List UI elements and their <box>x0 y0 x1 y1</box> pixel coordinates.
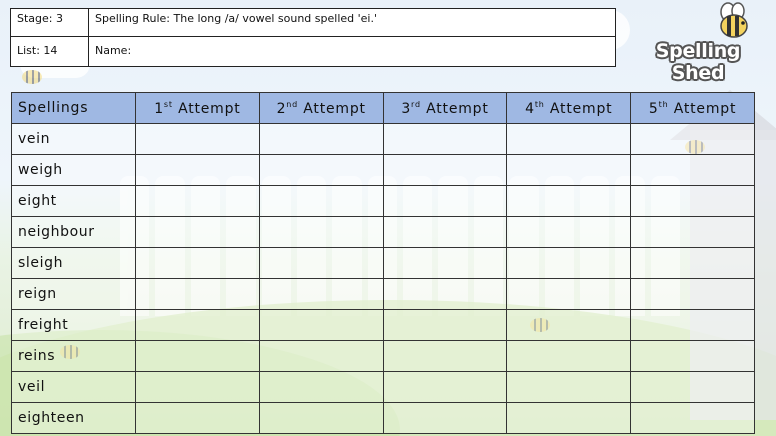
attempt-cell[interactable] <box>383 372 507 403</box>
attempt-number: 4 <box>525 100 535 117</box>
attempt-cell[interactable] <box>507 248 631 279</box>
attempt-cell[interactable] <box>259 372 383 403</box>
attempt-cell[interactable] <box>259 186 383 217</box>
table-body <box>12 124 755 434</box>
attempt-cell[interactable] <box>136 186 260 217</box>
table-row <box>12 310 755 341</box>
attempt-cell[interactable] <box>259 124 383 155</box>
attempt-cell[interactable] <box>383 403 507 434</box>
table-row <box>12 186 755 217</box>
attempt-cell[interactable] <box>507 403 631 434</box>
attempt-word: Attempt <box>668 100 737 117</box>
spelling-shed-logo <box>628 2 768 84</box>
spelling-word: reign <box>12 279 136 310</box>
attempt-cell[interactable] <box>136 310 260 341</box>
attempt-cell[interactable] <box>383 341 507 372</box>
attempt-cell[interactable] <box>631 403 755 434</box>
table-row <box>12 248 755 279</box>
spelling-word: weigh <box>12 155 136 186</box>
attempt-cell[interactable] <box>136 124 260 155</box>
attempt-cell[interactable] <box>136 372 260 403</box>
attempt-cell[interactable] <box>136 217 260 248</box>
spelling-word: freight <box>12 310 136 341</box>
attempt-ordinal-suffix: th <box>658 99 669 109</box>
attempt-cell[interactable] <box>259 403 383 434</box>
attempt-cell[interactable] <box>383 310 507 341</box>
attempt-cell[interactable] <box>259 155 383 186</box>
attempt-header-4 <box>507 93 631 124</box>
spelling-attempts-table <box>11 92 755 434</box>
attempt-cell[interactable] <box>136 403 260 434</box>
attempt-cell[interactable] <box>136 155 260 186</box>
attempt-number: 2 <box>276 100 287 117</box>
table-row <box>12 279 755 310</box>
attempt-cell[interactable] <box>383 279 507 310</box>
logo-text: Spelling Shed <box>655 40 741 84</box>
attempt-ordinal-suffix: nd <box>286 99 299 109</box>
attempt-cell[interactable] <box>631 124 755 155</box>
attempt-cell[interactable] <box>383 217 507 248</box>
table-row <box>12 341 755 372</box>
attempt-cell[interactable] <box>383 248 507 279</box>
list-label: List: 14 <box>11 37 89 66</box>
attempt-header-1 <box>136 93 260 124</box>
attempt-ordinal-suffix: rd <box>411 99 421 109</box>
attempt-cell[interactable] <box>631 248 755 279</box>
table-row <box>12 403 755 434</box>
attempt-cell[interactable] <box>259 248 383 279</box>
attempt-word: Attempt <box>544 100 613 117</box>
attempt-cell[interactable] <box>507 155 631 186</box>
attempt-header-2 <box>259 93 383 124</box>
table-row <box>12 217 755 248</box>
attempt-cell[interactable] <box>507 279 631 310</box>
spelling-word: eight <box>12 186 136 217</box>
attempt-cell[interactable] <box>507 372 631 403</box>
attempt-cell[interactable] <box>259 217 383 248</box>
attempt-ordinal-suffix: th <box>534 99 545 109</box>
attempt-cell[interactable] <box>631 310 755 341</box>
name-label: Name: <box>95 44 132 57</box>
bee-icon <box>22 70 42 84</box>
stage-label: Stage: 3 <box>11 9 89 37</box>
attempt-cell[interactable] <box>507 124 631 155</box>
attempt-cell[interactable] <box>259 310 383 341</box>
bee-icon <box>714 2 754 42</box>
attempt-cell[interactable] <box>631 186 755 217</box>
table-row <box>12 124 755 155</box>
attempt-word: Attempt <box>420 100 489 117</box>
attempt-cell[interactable] <box>507 310 631 341</box>
attempt-number: 5 <box>648 100 659 117</box>
attempt-cell[interactable] <box>507 341 631 372</box>
attempt-cell[interactable] <box>631 279 755 310</box>
attempt-number: 3 <box>401 100 412 117</box>
attempt-cell[interactable] <box>631 372 755 403</box>
spelling-word: vein <box>12 124 136 155</box>
spelling-word: eighteen <box>12 403 136 434</box>
attempt-cell[interactable] <box>383 124 507 155</box>
attempt-cell[interactable] <box>631 341 755 372</box>
attempt-cell[interactable] <box>507 217 631 248</box>
attempt-cell[interactable] <box>259 279 383 310</box>
spelling-word: veil <box>12 372 136 403</box>
attempt-cell[interactable] <box>507 186 631 217</box>
attempt-header-3 <box>383 93 507 124</box>
attempt-cell[interactable] <box>383 155 507 186</box>
attempt-cell[interactable] <box>136 248 260 279</box>
spelling-rule-label: Spelling Rule: The long /a/ vowel sound spelled 'ei.' <box>89 9 615 37</box>
spelling-word: neighbour <box>12 217 136 248</box>
worksheet-info-box <box>10 8 616 67</box>
attempt-cell[interactable] <box>631 155 755 186</box>
attempt-cell[interactable] <box>136 279 260 310</box>
attempt-word: Attempt <box>298 100 366 117</box>
table-row <box>12 155 755 186</box>
attempt-number: 1 <box>154 100 164 117</box>
attempt-cell[interactable] <box>631 217 755 248</box>
spelling-word: sleigh <box>12 248 136 279</box>
attempt-cell[interactable] <box>259 341 383 372</box>
table-header-row <box>12 93 755 124</box>
table-row <box>12 372 755 403</box>
spellings-header: Spellings <box>12 93 136 124</box>
attempt-cell[interactable] <box>136 341 260 372</box>
attempt-ordinal-suffix: st <box>163 99 173 109</box>
attempt-cell[interactable] <box>383 186 507 217</box>
spelling-word: reins <box>12 341 136 372</box>
attempt-header-5 <box>631 93 755 124</box>
attempt-word: Attempt <box>172 100 241 117</box>
